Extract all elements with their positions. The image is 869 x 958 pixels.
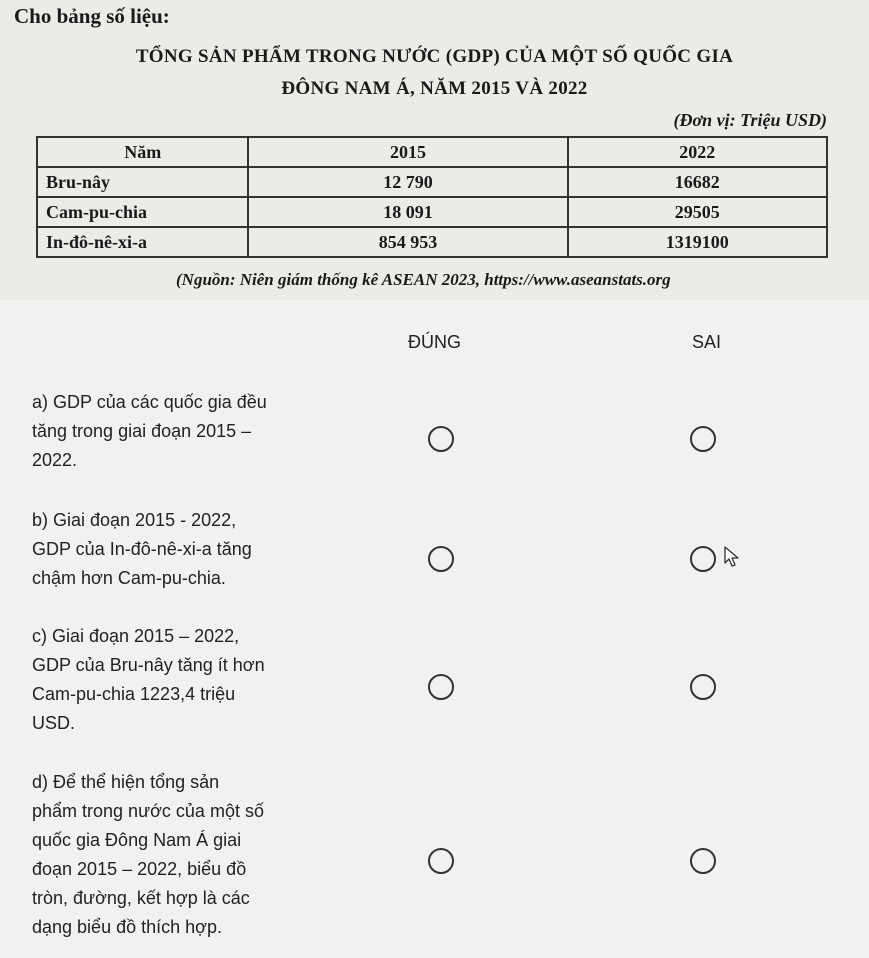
header-2015: 2015: [248, 137, 567, 167]
question-line: GDP của In-đô-nê-xi-a tăng: [32, 539, 252, 559]
question-line: 2022.: [32, 450, 78, 470]
table-row: [37, 167, 827, 197]
radio-false-d[interactable]: [690, 848, 716, 874]
table-title-line1: TỔNG SẢN PHẨM TRONG NƯỚC (GDP) CỦA MỘT SỐ QUỐC GIA: [135, 46, 734, 67]
question-line: dạng biểu đồ thích hợp.: [32, 917, 222, 937]
country-cell: Cam-pu-chia: [37, 197, 248, 227]
value-2015-cell: 854 953: [248, 227, 567, 257]
question-text: [32, 506, 302, 593]
question-line: b) Giai đoạn 2015 - 2022,: [32, 510, 237, 530]
source-note: (Nguồn: Niên giám thống kê ASEAN 2023, https://www.aseanstats.org: [176, 270, 671, 289]
value-2022-cell: 1319100: [568, 227, 827, 257]
table-header-row: [37, 137, 827, 167]
question-text: [32, 388, 302, 475]
table-row: [37, 227, 827, 257]
question-line: đoạn 2015 – 2022, biểu đồ: [32, 859, 247, 879]
header-year: Năm: [37, 137, 248, 167]
question-line: Cam-pu-chia 1223,4 triệu: [32, 684, 236, 704]
table-row: [37, 197, 827, 227]
question-text: [32, 622, 302, 738]
intro-text: Cho bảng số liệu:: [14, 4, 170, 28]
question-line: chậm hơn Cam-pu-chia.: [32, 568, 226, 588]
true-column-header: ĐÚNG: [408, 332, 461, 352]
radio-false-b[interactable]: [690, 546, 716, 572]
radio-true-a[interactable]: [428, 426, 454, 452]
question-line: c) Giai đoạn 2015 – 2022,: [32, 626, 240, 646]
question-line: tăng trong giai đoạn 2015 –: [32, 421, 252, 441]
radio-true-b[interactable]: [428, 546, 454, 572]
question-text: [32, 768, 302, 942]
country-cell: In-đô-nê-xi-a: [37, 227, 248, 257]
mouse-pointer-icon: [724, 546, 740, 568]
question-line: quốc gia Đông Nam Á giai: [32, 830, 242, 850]
unit-label: (Đơn vị: Triệu USD): [673, 110, 827, 130]
question-line: USD.: [32, 713, 76, 733]
radio-true-c[interactable]: [428, 674, 454, 700]
radio-true-d[interactable]: [428, 848, 454, 874]
question-line: GDP của Bru-nây tăng ít hơn: [32, 655, 265, 675]
question-line: tròn, đường, kết hợp là các: [32, 888, 250, 908]
value-2022-cell: 29505: [568, 197, 827, 227]
question-line: a) GDP của các quốc gia đều: [32, 392, 267, 412]
table-title-line2: ĐÔNG NAM Á, NĂM 2015 VÀ 2022: [281, 78, 588, 99]
header-2022: 2022: [568, 137, 827, 167]
gdp-table: [36, 136, 828, 258]
question-image: [0, 0, 869, 300]
value-2015-cell: 18 091: [248, 197, 567, 227]
question-line: phẩm trong nước của một số: [32, 801, 264, 821]
value-2015-cell: 12 790: [248, 167, 567, 197]
radio-false-c[interactable]: [690, 674, 716, 700]
country-cell: Bru-nây: [37, 167, 248, 197]
value-2022-cell: 16682: [568, 167, 827, 197]
radio-false-a[interactable]: [690, 426, 716, 452]
false-column-header: SAI: [692, 332, 722, 352]
question-line: d) Để thể hiện tổng sản: [32, 772, 220, 792]
